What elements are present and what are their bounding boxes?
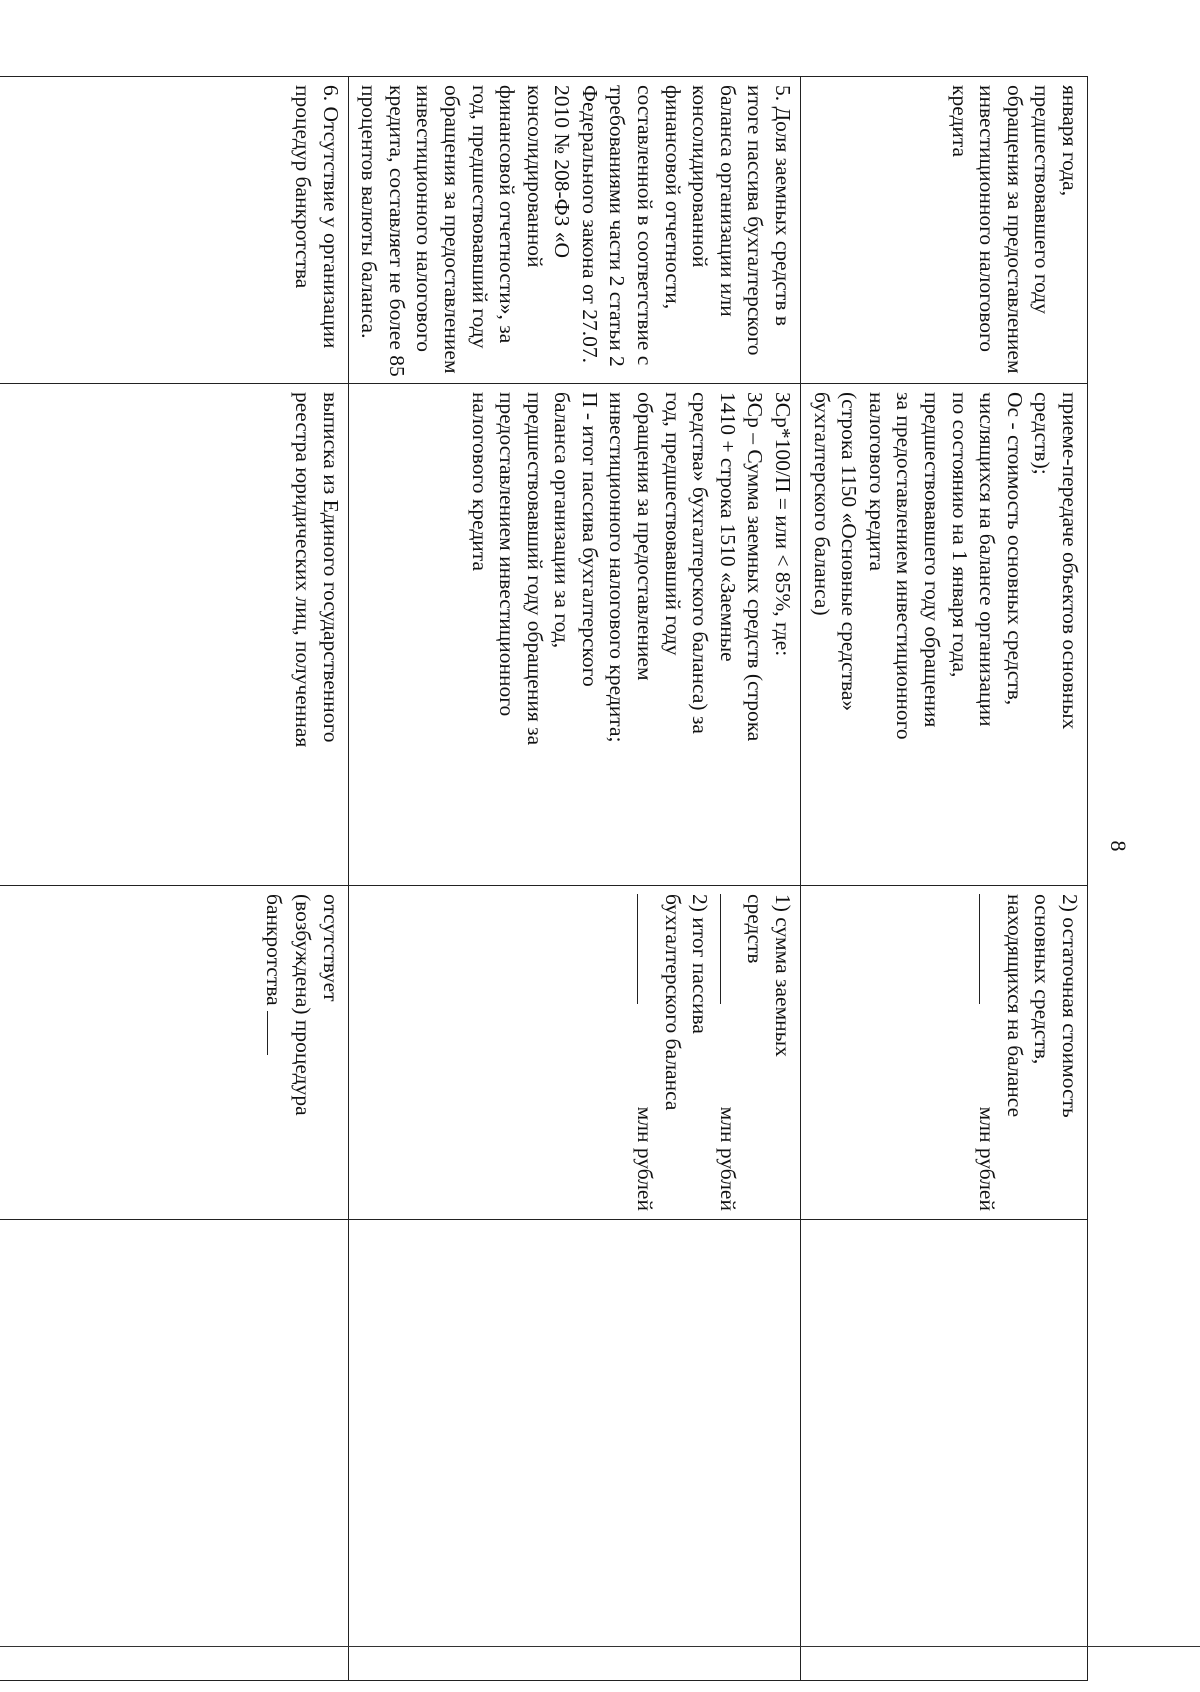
criterion-line: итоге пассива бухгалтерского <box>743 85 768 356</box>
criterion-line: процентов валюты баланса. <box>357 85 382 339</box>
indicator-line: 1) сумма заемных <box>771 894 796 1057</box>
page-number: 8 <box>1106 840 1131 852</box>
indicator-line: (возбуждена) процедура <box>290 894 315 1116</box>
formula-line: числящихся на балансе организации <box>975 392 1000 727</box>
amount-field <box>631 894 659 1211</box>
formula-line: по состоянию на 1 января года, <box>947 392 972 678</box>
table-row-6 <box>0 77 348 1681</box>
criterion-line: инвестиционного налогового <box>975 85 1000 353</box>
formula-line: П - итог пассива бухгалтерского <box>577 392 602 687</box>
unit-label: млн рублей <box>633 1106 658 1211</box>
table-row-continued <box>801 77 1088 1681</box>
formula-line: бухгалтерского баланса) <box>809 392 834 616</box>
formula-line: предшествовавшего году обращения <box>920 392 945 728</box>
criterion-line: обращения за предоставлением <box>439 85 464 374</box>
criterion-line: финансовой отчетности», за <box>495 85 520 344</box>
indicator-cell <box>348 886 801 1220</box>
formula-line: предшествовавший году обращения за <box>522 392 547 746</box>
formula-cell <box>348 384 801 886</box>
formula-cell <box>0 384 348 886</box>
table-row-5 <box>348 77 801 1681</box>
formula-line: год, предшествовавший году <box>660 392 685 656</box>
indicator-line: бухгалтерского баланса <box>660 894 685 1111</box>
formula-line: за предоставлением инвестиционного <box>892 392 917 740</box>
amount-field <box>973 894 1001 1211</box>
criterion-line: кредита, составляет не более 85 <box>384 85 409 377</box>
indicator-cell <box>801 886 1088 1220</box>
fill-in-blank[interactable] <box>267 1011 288 1055</box>
empty-cell <box>0 1220 348 1681</box>
indicator-line: 2) остаточная стоимость <box>1058 894 1082 1118</box>
criterion-line: требованиями части 2 статьи 2 <box>605 85 630 367</box>
formula-line: инвестиционного налогового кредита; <box>605 392 630 743</box>
criteria-table <box>0 76 1088 1681</box>
empty-cell <box>348 1220 801 1681</box>
indicator-line: основных средств, <box>1030 894 1055 1065</box>
criterion-cell <box>348 77 801 384</box>
criterion-line: консолидированной <box>522 85 547 268</box>
formula-line: Ос - стоимость основных средств, <box>1002 392 1027 706</box>
criterion-line: процедур банкротства <box>290 85 315 289</box>
unit-label: млн рублей <box>975 1106 1000 1211</box>
criterion-line: финансовой отчетности, <box>660 85 685 310</box>
criterion-line: баланса организации или <box>715 85 740 317</box>
formula-line: средств); <box>1030 392 1055 475</box>
formula-line: средства» бухгалтерского баланса) за <box>688 392 713 734</box>
indicator-line: 2) итог пассива <box>688 894 713 1034</box>
formula-cell <box>801 384 1088 886</box>
criterion-line: консолидированной <box>688 85 713 268</box>
rotated-table-container <box>80 76 1088 1612</box>
criterion-line: января года, <box>1058 85 1082 197</box>
formula-line: предоставлением инвестиционного <box>495 392 520 717</box>
indicator-cell <box>0 886 348 1220</box>
indicator-line: средств <box>743 894 768 964</box>
unit-label: млн рублей <box>715 1106 740 1211</box>
formula-line: (строка 1150 «Основные средства» <box>837 392 862 712</box>
footer-rule <box>0 1646 1200 1647</box>
criterion-line: год, предшествовавший году <box>467 85 492 349</box>
formula-line: ЗСр – Сумма заемных средств (строка <box>743 392 768 742</box>
criterion-line: 2010 № 208-ФЗ «О <box>550 85 575 259</box>
formula-line: налогового кредита <box>467 392 492 572</box>
formula-line: баланса организации за год, <box>550 392 575 649</box>
criterion-line: 6. Отсутствие у организации <box>318 85 343 349</box>
formula-line: ЗСр*100/П = или < 85%, где: <box>771 392 796 657</box>
fill-in-blank[interactable] <box>720 894 741 1004</box>
table-frame <box>80 76 1088 1612</box>
criterion-line: составленной в соответствие с <box>633 85 658 366</box>
criterion-cell <box>801 77 1088 384</box>
criterion-line: предшествовавшего году <box>1030 85 1055 314</box>
formula-line: приеме-передаче объектов основных <box>1058 392 1082 730</box>
formula-line: налогового кредита <box>864 392 889 572</box>
amount-field <box>713 894 741 1211</box>
fill-in-blank[interactable] <box>979 894 1000 1004</box>
criterion-cell <box>0 77 348 384</box>
criterion-line: обращения за предоставлением <box>1002 85 1027 374</box>
indicator-line <box>260 894 289 1211</box>
formula-line: обращения за предоставлением <box>633 392 658 681</box>
indicator-line: находящихся на балансе <box>1002 894 1027 1118</box>
criterion-line: 5. Доля заемных средств в <box>771 85 796 326</box>
indicator-line: отсутствует <box>318 894 343 1002</box>
empty-cell <box>801 1220 1088 1681</box>
criterion-line: инвестиционного налогового <box>412 85 437 353</box>
criterion-line: Федерального закона от 27.07. <box>577 85 602 363</box>
fill-in-blank[interactable] <box>637 894 658 1004</box>
formula-line: выписка из Единого государственного <box>318 392 343 743</box>
formula-line: реестра юридических лиц, полученная <box>290 392 315 748</box>
criterion-line: кредита <box>947 85 972 158</box>
indicator-text: банкротства <box>262 894 287 1006</box>
formula-line: 1410 + строка 1510 «Заемные <box>715 392 740 662</box>
